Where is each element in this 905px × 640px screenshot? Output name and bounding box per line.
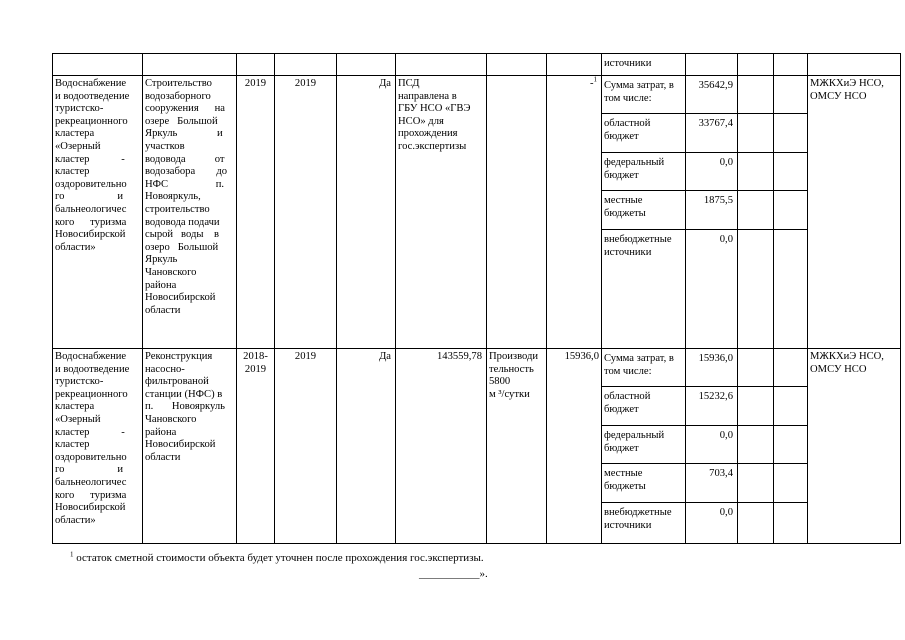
flag-cell: Да [337,349,396,544]
text-line: «Озерный [55,140,101,152]
responsible-cell: МЖКХиЭ НСО, ОМСУ НСО [808,349,901,544]
document-page [52,53,901,544]
funding-value: 703,4 [686,464,738,503]
text-line: НФС п. [145,178,225,190]
text-line: насосно- [145,363,185,375]
text-line: района [145,426,177,438]
cell-empty [738,387,774,426]
funding-label: областной бюджет [602,387,686,426]
cell-empty [774,191,808,230]
start-year: 2019 [237,76,275,349]
footnote-text: остаток сметной стоимости объекта будет уточнен после прохождения гос.экспертизы. [73,552,484,564]
cell-empty [237,54,275,76]
text-line: оздоровительно [55,178,127,190]
text-line: Чановского [145,413,197,425]
investment-table [52,53,901,544]
funding-value: 1875,5 [686,191,738,230]
text-line: туристско- [55,103,104,115]
cell-empty [275,54,337,76]
text-line: бальнеологичес [55,203,127,215]
table-row [53,76,901,114]
responsible-cell: МЖКХиЭ НСО, ОМСУ НСО [808,76,901,349]
cell-empty [738,54,774,76]
funding-value: 0,0 [686,426,738,464]
cell-empty [143,54,237,76]
cell-empty [774,230,808,349]
text-line: озере Большой [145,115,218,127]
cell-empty [774,114,808,153]
text-line: области» [55,514,96,526]
cell-empty [738,464,774,503]
cell-empty [547,54,602,76]
text-line: кластер - [55,153,125,165]
text-line: кластер - [55,426,125,438]
capacity-cell: Производи тельность 5800 м ³/сутки [487,349,547,544]
text-line: водовода от [145,153,225,165]
text-line: туристско- [55,376,104,388]
text-line: Новосибирской [145,292,216,304]
funding-value: 15936,0 [686,349,738,387]
object-cell [143,76,237,349]
cell-empty [738,349,774,387]
text-line: Реконструкция [145,351,213,362]
funding-value: 35642,9 [686,76,738,114]
text-line: района [145,279,177,291]
remaining-cell [547,76,602,349]
text-line: водозаборного [145,90,211,102]
cell-empty [53,54,143,76]
text-line: Яркуль и [145,128,223,140]
cell-empty [738,153,774,191]
text-line: Водоснабжение [55,351,127,362]
funding-label: местные бюджеты [602,464,686,503]
direction-cell [53,76,143,349]
cell-empty [774,503,808,544]
cell-empty [487,54,547,76]
text-line: рекреационного [55,115,128,127]
funding-value: 0,0 [686,153,738,191]
text-line: Чановского [145,266,197,278]
flag-cell: Да [337,76,396,349]
text-line: кластер [55,439,90,451]
remaining-value: - [589,78,594,89]
text-line: кластер [55,166,90,178]
text-line: Яркуль [145,254,178,266]
start-year: 2018- 2019 [237,349,275,544]
direction-text [55,78,140,254]
text-line: оздоровительно [55,451,127,463]
remaining-cell: 15936,0 [547,349,602,544]
direction-text [55,351,140,527]
cost-cell: 143559,78 [396,349,487,544]
funding-label: Сумма затрат, в том числе: [602,76,686,114]
text-line: Новосибирской [55,229,126,241]
text-line: области» [55,241,96,253]
object-text [145,78,234,317]
text-line: кластера [55,128,95,140]
text-line: и водоотведение [55,363,130,375]
cell-empty [774,426,808,464]
cell-empty [774,54,808,76]
text-line: и водоотведение [55,90,130,102]
text-line: Новосибирской [55,502,126,514]
cell-empty [774,76,808,114]
funding-value: 33767,4 [686,114,738,153]
capacity-cell [487,76,547,349]
cell-empty [774,387,808,426]
cell-empty [738,114,774,153]
text-line: го и [55,464,124,476]
text-line: строительство [145,203,210,215]
funding-value: 15232,6 [686,387,738,426]
text-line: водозабора до [145,166,228,178]
footnote-mark: 1 [70,550,74,559]
text-line: п. Новояркуль [145,401,225,413]
cell-empty [738,76,774,114]
cell-empty [774,349,808,387]
funding-source-label: источники [602,54,686,76]
end-year: 2019 [275,76,337,349]
cost-cell: ПСД направлена в ГБУ НСО «ГВЭ НСО» для прохождения гос.экспертизы [396,76,487,349]
text-line: кого туризма [55,216,127,228]
table-row [53,349,901,387]
funding-label: федеральный бюджет [602,426,686,464]
end-year: 2019 [275,349,337,544]
table-row-top [53,54,901,76]
text-line: области [145,304,181,316]
footnote-ref: 1 [593,75,597,84]
cell-empty [738,191,774,230]
cell-empty [808,54,901,76]
funding-label: Сумма затрат, в том числе: [602,349,686,387]
object-cell [143,349,237,544]
funding-label: федеральный бюджет [602,153,686,191]
funding-value: 0,0 [686,230,738,349]
text-line: кластера [55,401,95,413]
text-line: станции (НФС) в [145,388,223,400]
text-line: Новосибирской [145,439,216,451]
cell-empty [738,426,774,464]
text-line: Водоснабжение [55,78,127,89]
cell-empty [337,54,396,76]
funding-label: областной бюджет [602,114,686,153]
funding-value: 0,0 [686,503,738,544]
text-line: фильтрованой [145,376,209,388]
text-line: сооружения на [145,103,225,115]
funding-label: внебюджетные источники [602,503,686,544]
footnote [70,552,484,564]
object-text [145,351,234,464]
text-line: рекреационного [55,388,128,400]
text-line: «Озерный [55,413,101,425]
text-line: бальнеологичес [55,476,127,488]
text-line: Новояркуль, [145,191,201,203]
funding-label: внебюджетные источники [602,230,686,349]
cell-empty [774,153,808,191]
closing-mark: ___________». [419,568,488,580]
cell-empty [738,230,774,349]
direction-cell [53,349,143,544]
text-line: озеро Большой [145,241,219,253]
cell-empty [738,503,774,544]
cell-empty [774,464,808,503]
text-line: участков [145,140,185,152]
text-line: Строительство [145,78,212,89]
text-line: сырой воды в [145,229,220,241]
text-line: кого туризма [55,489,127,501]
text-line: го и [55,191,124,203]
funding-label: местные бюджеты [602,191,686,230]
cell-empty [686,54,738,76]
text-line: водовода подачи [145,216,220,228]
cell-empty [396,54,487,76]
text-line: области [145,451,181,463]
